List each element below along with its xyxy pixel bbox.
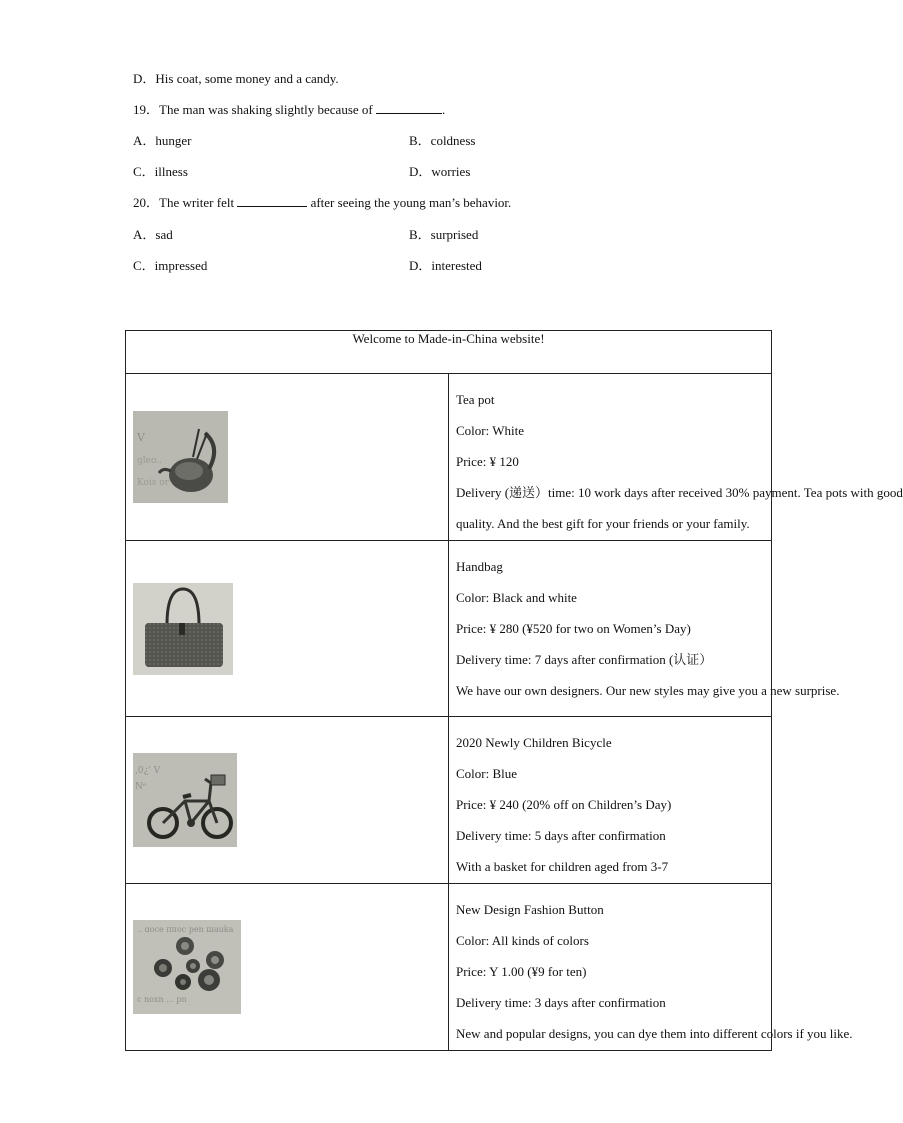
product-delivery: Delivery time: 5 days after confirmation bbox=[456, 828, 666, 843]
product-title: Tea pot bbox=[456, 392, 495, 407]
product-color: Color: White bbox=[456, 423, 525, 438]
q19-option-a: A．hunger bbox=[133, 133, 192, 148]
product-note: New and popular designs, you can dye them into different colors if you like. bbox=[456, 1026, 853, 1041]
svg-text:c noxn ... pn: c noxn ... pn bbox=[137, 995, 187, 1004]
product-delivery: Delivery time: 3 days after confirmation bbox=[456, 995, 666, 1010]
svg-text:.. ɑoce ппоc pen шаuka: .. ɑoce ппоc pen шаuka bbox=[137, 925, 234, 934]
q20-stem bbox=[133, 192, 511, 211]
product-row-tea-pot bbox=[126, 374, 772, 541]
q19-option-c: C．illness bbox=[133, 164, 188, 179]
handbag-photo-icon bbox=[133, 583, 233, 675]
svg-text:V: V bbox=[137, 431, 145, 444]
product-description-cell bbox=[449, 884, 853, 1051]
welcome-header: Welcome to Made-in-China website! bbox=[126, 331, 772, 374]
product-image-cell bbox=[126, 717, 449, 884]
product-note: quality. And the best gift for your friends or your family. bbox=[456, 516, 750, 531]
product-description-cell bbox=[449, 374, 903, 541]
product-row-button bbox=[126, 884, 772, 1051]
product-price: Price: Y 1.00 (¥9 for ten) bbox=[456, 964, 587, 979]
product-title: New Design Fashion Button bbox=[456, 902, 604, 917]
product-title: 2020 Newly Children Bicycle bbox=[456, 735, 612, 750]
q20-stem-text: 20．The writer felt bbox=[133, 195, 235, 210]
product-image-cell bbox=[126, 374, 449, 541]
product-note: We have our own designers. Our new styles may give you a new surprise. bbox=[456, 683, 840, 698]
q20-answer-blank[interactable] bbox=[237, 195, 307, 207]
svg-text:Nᵉ: Nᵉ bbox=[135, 782, 147, 792]
q20-option-b: B．surprised bbox=[409, 227, 479, 242]
product-description-cell bbox=[449, 541, 840, 717]
bicycle-photo-icon bbox=[133, 753, 237, 847]
product-delivery: Delivery time: 7 days after confirmation (认证） bbox=[456, 652, 713, 667]
product-image-cell bbox=[126, 884, 449, 1051]
product-price: Price: ¥ 120 bbox=[456, 454, 519, 469]
product-delivery: Delivery (递送）time: 10 work days after received 30% payment. Tea pots with good bbox=[456, 485, 903, 500]
q20-stem-end: after seeing the young man’s behavior. bbox=[310, 195, 512, 210]
q20-option-c: C．impressed bbox=[133, 258, 208, 273]
product-table bbox=[125, 330, 903, 1051]
product-price: Price: ¥ 240 (20% off on Children’s Day) bbox=[456, 797, 672, 812]
q20-option-d: D．interested bbox=[409, 258, 482, 273]
q19-option-d: D．worries bbox=[409, 164, 471, 179]
product-price: Price: ¥ 280 (¥520 for two on Women’s Day) bbox=[456, 621, 691, 636]
product-row-handbag bbox=[126, 541, 772, 717]
product-color: Color: Blue bbox=[456, 766, 518, 781]
q18-option-d: D．His coat, some money and a candy. bbox=[133, 71, 339, 86]
product-row-bicycle bbox=[126, 717, 772, 884]
product-image-cell bbox=[126, 541, 449, 717]
tea-pot-photo-icon bbox=[133, 411, 228, 503]
svg-text:Kois or: Kois or bbox=[137, 478, 169, 488]
q19-stem bbox=[133, 99, 445, 118]
q20-option-a: A．sad bbox=[133, 227, 173, 242]
product-color: Color: Black and white bbox=[456, 590, 577, 605]
q19-stem-text: 19．The man was shaking slightly because of bbox=[133, 102, 373, 117]
q19-answer-blank[interactable] bbox=[376, 102, 442, 114]
svg-text:,0¿' V: ,0¿' V bbox=[135, 766, 161, 776]
buttons-photo-icon bbox=[133, 920, 241, 1014]
product-note: With a basket for children aged from 3-7 bbox=[456, 859, 669, 874]
product-color: Color: All kinds of colors bbox=[456, 933, 589, 948]
svg-text:gleo..: gleo.. bbox=[137, 456, 162, 466]
product-title: Handbag bbox=[456, 559, 503, 574]
q19-stem-end: . bbox=[441, 102, 446, 117]
q19-option-b: B．coldness bbox=[409, 133, 476, 148]
product-description-cell bbox=[449, 717, 772, 884]
